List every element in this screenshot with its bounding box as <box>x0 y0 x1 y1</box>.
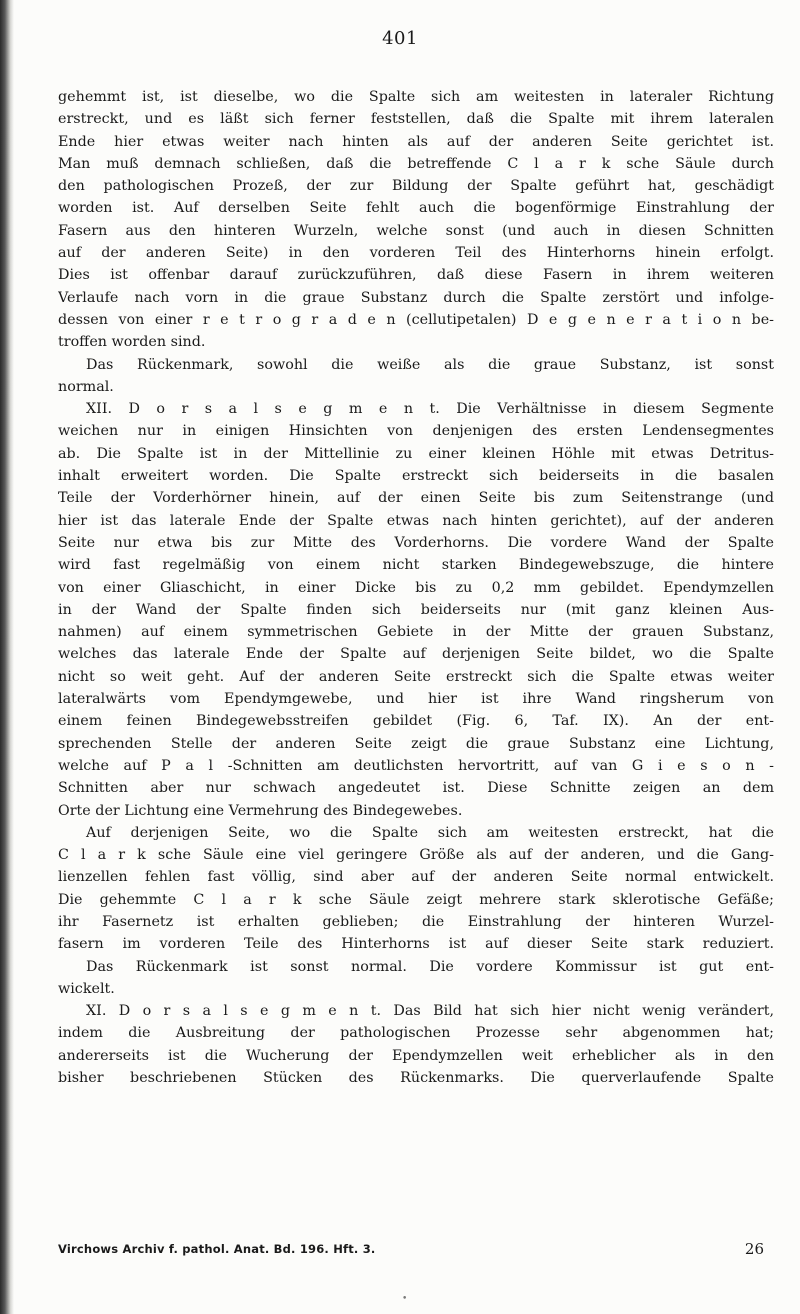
text-line: auf der anderen Seite) in den vorderen Teil des Hinterhorns hinein erfolgt. <box>58 245 774 262</box>
binding-edge <box>0 0 14 1314</box>
text-line: bisher beschriebenen Stücken des Rückenmarks. Die querverlaufende Spalte <box>58 1070 774 1087</box>
sheet-number: 26 <box>744 1240 764 1258</box>
section-heading-xi: XI. D o r s a l s e g m e n t. Das Bild hat sich hier nicht wenig verändert, <box>86 1003 774 1020</box>
text-line: C l a r k sche Säule eine viel geringere Größe als auf der anderen, und die Gang- <box>58 847 774 864</box>
text-line: Orte der Lichtung eine Vermehrung des Bindegewebes. <box>58 802 463 819</box>
text-line: fasern im vorderen Teile des Hinterhorns ist auf dieser Seite stark reduziert. <box>58 936 774 953</box>
text-line: Man muß demnach schließen, daß die betreffende C l a r k sche Säule durch <box>58 155 774 172</box>
text-line: Die gehemmte C l a r k sche Säule zeigt mehrere stark sklerotische Gefäße; <box>58 891 774 908</box>
text-line: Verlaufe nach vorn in die graue Substanz durch die Spalte zerstört und infolge- <box>58 289 774 306</box>
text-line: in der Wand der Spalte finden sich beiderseits nur (mit ganz kleinen Aus- <box>58 601 774 618</box>
text-line: Ende hier etwas weiter nach hinten als auf der anderen Seite gerichtet ist. <box>58 133 774 150</box>
text-line: Fasern aus den hinteren Wurzeln, welche sonst (und auch in diesen Schnitten <box>58 222 774 239</box>
text-line: worden ist. Auf derselben Seite fehlt auch die bogenförmige Einstrahlung der <box>58 200 774 217</box>
text-line: ab. Die Spalte ist in der Mittellinie zu einer kleinen Höhle mit etwas Detritus- <box>58 445 774 462</box>
text-line: troffen worden sind. <box>58 334 206 351</box>
body-text <box>58 86 774 1089</box>
text-line: Das Rückenmark ist sonst normal. Die vordere Kommissur ist gut ent- <box>86 958 774 975</box>
text-line: Teile der Vorderhörner hinein, auf der einen Seite bis zum Seitenstrange (und <box>58 490 774 507</box>
text-line: wickelt. <box>58 980 115 997</box>
text-line: Schnitten aber nur schwach angedeutet ist. Diese Schnitte zeigen an dem <box>58 780 774 797</box>
page-number: 401 <box>382 28 418 49</box>
text-line: weichen nur in einigen Hinsichten von denjenigen des ersten Lendensegmentes <box>58 423 774 440</box>
text-line: den pathologischen Prozeß, der zur Bildung der Spalte geführt hat, geschädigt <box>58 178 774 195</box>
text-line: von einer Gliaschicht, in einer Dicke bis zu 0,2 mm gebildet. Ependymzellen <box>58 579 774 596</box>
text-line: andererseits ist die Wucherung der Ependymzellen weit erheblicher als in den <box>58 1047 774 1064</box>
text-line: indem die Ausbreitung der pathologischen Prozesse sehr abgenommen hat; <box>58 1025 774 1042</box>
text-line: Seite nur etwa bis zur Mitte des Vorderhorns. Die vordere Wand der Spalte <box>58 534 774 551</box>
text-line: inhalt erweitert worden. Die Spalte erstreckt sich beiderseits in die basalen <box>58 468 774 485</box>
paragraph-start: Das Rückenmark, sowohl die weiße als die graue Substanz, ist sonst <box>86 356 774 373</box>
text-line: ihr Fasernetz ist erhalten geblieben; die Einstrahlung der hinteren Wurzel- <box>58 913 774 930</box>
bottom-mark: • <box>402 1294 408 1304</box>
text-line: wird fast regelmäßig von einem nicht starken Bindegewebszuge, die hintere <box>58 557 774 574</box>
text-line: normal. <box>58 378 114 395</box>
text-line: lateralwärts vom Ependymgewebe, und hier ist ihre Wand ringsherum von <box>58 691 774 708</box>
text-line: einem feinen Bindegewebsstreifen gebildet (Fig. 6, Taf. IX). An der ent- <box>58 713 774 730</box>
text-line: hier ist das laterale Ende der Spalte etwas nach hinten gerichtet), auf der anderen <box>58 512 774 529</box>
text-line: dessen von einer r e t r o g r a d e n (cellutipetalen) D e g e n e r a t i o n be- <box>58 311 774 328</box>
text-line: lienzellen fehlen fast völlig, sind aber auf der anderen Seite normal entwickelt. <box>58 869 774 886</box>
text-line: erstreckt, und es läßt sich ferner feststellen, daß die Spalte mit ihrem lateralen <box>58 111 774 128</box>
text-line: Dies ist offenbar darauf zurückzuführen, daß diese Fasern in ihrem weiteren <box>58 267 774 284</box>
paragraph-start: Auf derjenigen Seite, wo die Spalte sich am weitesten erstreckt, hat die <box>86 824 774 841</box>
text-line: nicht so weit geht. Auf der anderen Seite erstreckt sich die Spalte etwas weiter <box>58 668 774 685</box>
text-line: nahmen) auf einem symmetrischen Gebiete in der Mitte der grauen Substanz, <box>58 624 774 641</box>
text-line: sprechenden Stelle der anderen Seite zeigt die graue Substanz eine Lichtung, <box>58 735 774 752</box>
journal-signature: Virchows Archiv f. pathol. Anat. Bd. 196. Hft. 3. <box>58 1242 376 1256</box>
text-line: welches das laterale Ende der Spalte auf derjenigen Seite bildet, wo die Spalte <box>58 646 774 663</box>
section-heading-xii: XII. D o r s a l s e g m e n t. Die Verhältnisse in diesem Segmente <box>86 401 774 418</box>
text-line: gehemmt ist, ist dieselbe, wo die Spalte sich am weitesten in lateraler Richtung <box>58 89 774 105</box>
text-line: welche auf P a l -Schnitten am deutlichsten hervortritt, auf van G i e s o n - <box>58 757 774 774</box>
page-footer <box>58 1238 774 1260</box>
